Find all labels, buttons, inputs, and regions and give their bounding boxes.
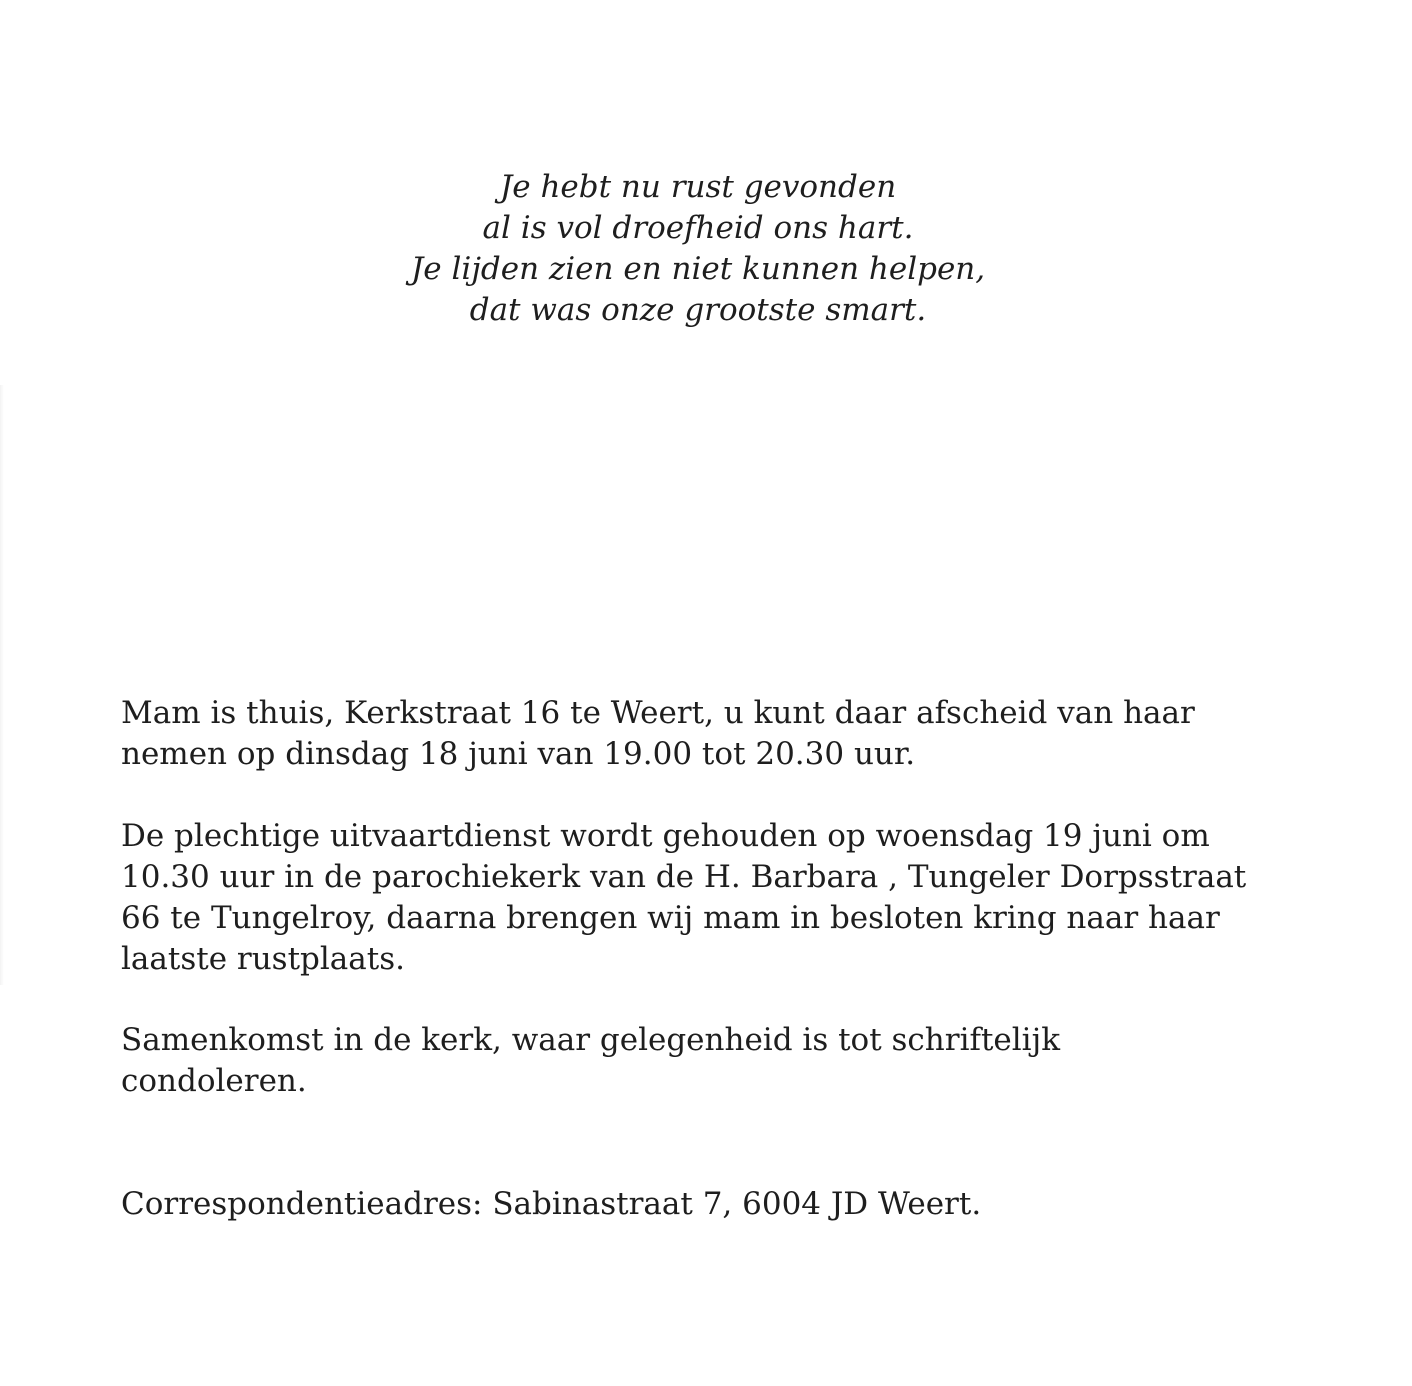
viewing-line: Mam is thuis, Kerkstraat 16 te Weert, u kunt daar afscheid van haar — [121, 695, 1195, 731]
poem-line: Je lijden zien en niet kunnen helpen, — [410, 251, 986, 287]
viewing-paragraph — [121, 693, 1321, 775]
service-line: laatste rustplaats. — [121, 941, 405, 977]
service-line: De plechtige uitvaartdienst wordt gehouden op woensdag 19 juni om — [121, 818, 1210, 854]
gathering-line: Samenkomst in de kerk, waar gelegenheid is tot schriftelijk — [121, 1022, 1060, 1058]
memorial-poem — [0, 167, 1396, 331]
correspondence-address — [121, 1184, 1321, 1225]
poem-line: al is vol droefheid ons hart. — [482, 210, 914, 246]
gathering-paragraph — [121, 1020, 1321, 1102]
poem-line: Je hebt nu rust gevonden — [499, 169, 897, 205]
poem-line: dat was onze grootste smart. — [469, 292, 927, 328]
funeral-service-paragraph — [121, 816, 1321, 980]
page-edge-shadow — [0, 385, 4, 985]
viewing-line: nemen op dinsdag 18 juni van 19.00 tot 20.30 uur. — [121, 736, 916, 772]
service-line: 10.30 uur in de parochiekerk van de H. Barbara , Tungeler Dorpsstraat — [121, 859, 1247, 895]
service-line: 66 te Tungelroy, daarna brengen wij mam in besloten kring naar haar — [121, 900, 1220, 936]
address-line: Correspondentieadres: Sabinastraat 7, 6004 JD Weert. — [121, 1186, 982, 1222]
gathering-line: condoleren. — [121, 1063, 307, 1099]
